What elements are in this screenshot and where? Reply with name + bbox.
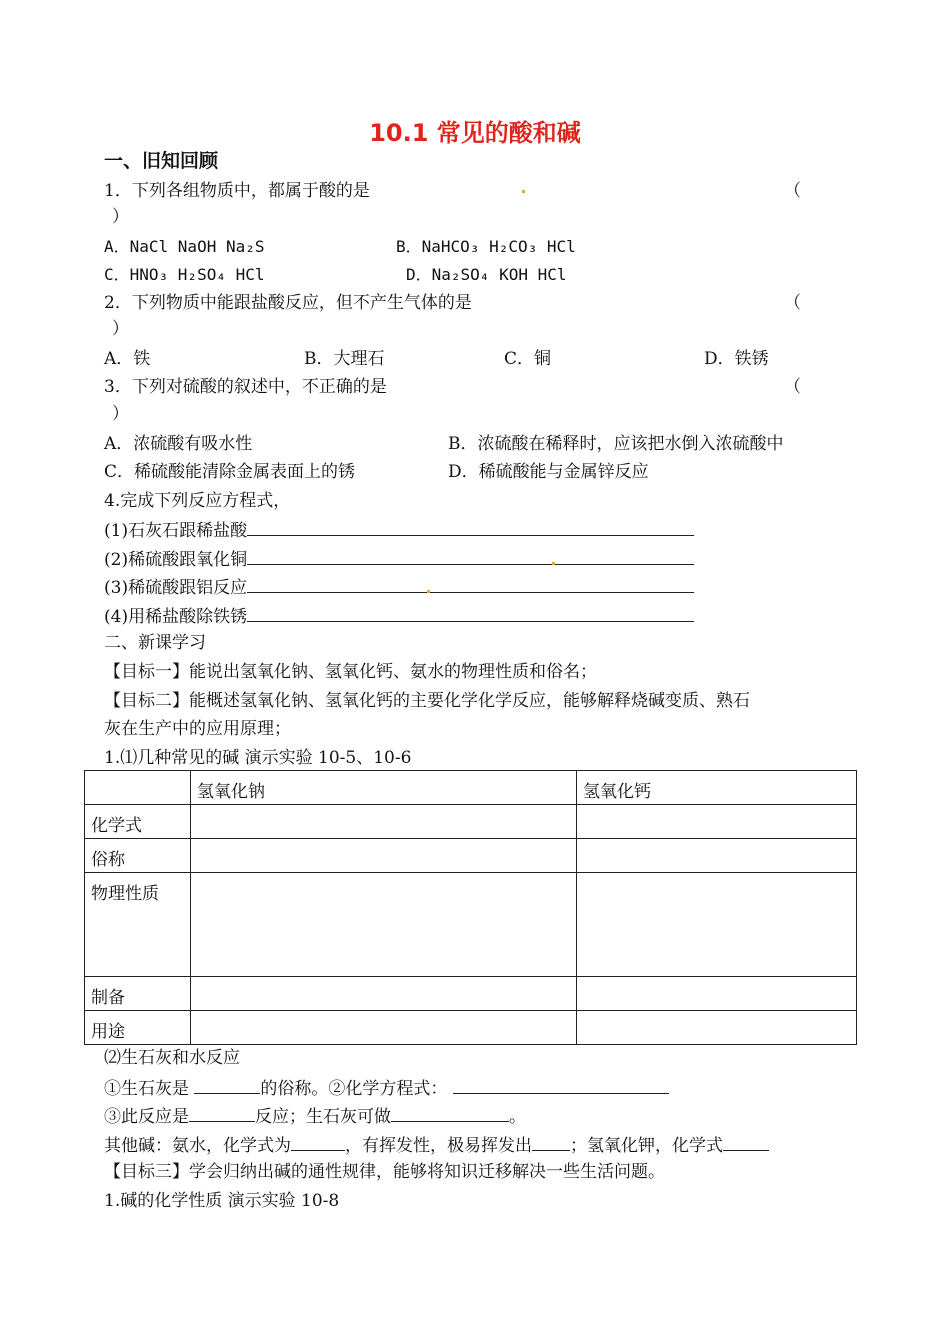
- table-row: [85, 977, 857, 1011]
- answer-blank[interactable]: [194, 1076, 260, 1094]
- equation-item: [104, 604, 694, 628]
- fill-text: 的俗称。②化学方程式：: [260, 1079, 448, 1099]
- table-cell[interactable]: [577, 873, 857, 977]
- subsection-common-bases: 1.⑴几种常见的碱 演示实验 10-5、10-6: [104, 748, 412, 768]
- answer-blank[interactable]: [247, 575, 694, 593]
- fill-text: 其他碱：氨水，化学式为: [104, 1136, 291, 1156]
- goal-2-line-2: 灰在生产中的应用原理；: [104, 719, 291, 739]
- stray-mark: [427, 590, 430, 593]
- question-1-option-b: B．NaHCO₃ H₂CO₃ HCl: [396, 237, 576, 256]
- table-row: [85, 839, 857, 873]
- equation-item-label: (4)用稀盐酸除铁锈: [104, 607, 248, 627]
- table-cell[interactable]: [577, 1011, 857, 1045]
- fill-text: 反应；生石灰可做: [255, 1107, 391, 1127]
- answer-paren-close: ）: [112, 207, 129, 227]
- question-1-option-c: C．HNO₃ H₂SO₄ HCl: [104, 265, 265, 284]
- table-cell[interactable]: [577, 805, 857, 839]
- answer-blank[interactable]: [291, 1133, 345, 1151]
- answer-blank[interactable]: [247, 518, 694, 536]
- table-header-cell: 氢氧化钙: [577, 771, 857, 805]
- question-2-option-d: D．铁锈: [704, 349, 769, 369]
- question-1-text: 1．下列各组物质中，都属于酸的是: [104, 181, 370, 201]
- answer-blank[interactable]: [723, 1133, 769, 1151]
- fill-text: ③此反应是: [104, 1107, 189, 1127]
- answer-paren-open: （: [784, 293, 801, 313]
- answer-blank[interactable]: [532, 1133, 570, 1151]
- table-cell[interactable]: [191, 805, 577, 839]
- table-cell[interactable]: [577, 977, 857, 1011]
- question-3-option-b: B．浓硫酸在稀释时，应该把水倒入浓硫酸中: [448, 434, 784, 454]
- table-row-label: 用途: [85, 1011, 191, 1045]
- bases-table: [84, 770, 857, 1045]
- equation-item-label: (2)稀硫酸跟氧化铜: [104, 550, 248, 570]
- answer-paren-open: （: [784, 377, 801, 397]
- answer-blank[interactable]: [453, 1076, 669, 1094]
- equation-item-label: (3)稀硫酸跟铝反应: [104, 578, 248, 598]
- table-row-label: 制备: [85, 977, 191, 1011]
- question-2-option-a: A．铁: [104, 349, 151, 369]
- equation-item: [104, 518, 694, 542]
- fill-text: ，有挥发性，极易挥发出: [345, 1136, 532, 1156]
- fill-line-other-bases: [104, 1133, 769, 1157]
- subsection-chemical-properties: 1.碱的化学性质 演示实验 10-8: [104, 1191, 340, 1211]
- table-cell[interactable]: [191, 839, 577, 873]
- table-cell[interactable]: [577, 839, 857, 873]
- page-title: 10.1 常见的酸和碱: [369, 119, 581, 147]
- fill-text: ；氢氧化钾，化学式: [570, 1136, 723, 1156]
- table-header-cell: [85, 771, 191, 805]
- answer-paren-open: （: [784, 181, 801, 201]
- table-row: [85, 1011, 857, 1045]
- subsection-quicklime: ⑵生石灰和水反应: [104, 1048, 240, 1068]
- question-2-text: 2．下列物质中能跟盐酸反应，但不产生气体的是: [104, 293, 472, 313]
- answer-blank[interactable]: [247, 547, 694, 565]
- table-header-row: [85, 771, 857, 805]
- table-header-cell: 氢氧化钠: [191, 771, 577, 805]
- question-1-option-a: A．NaCl NaOH Na₂S: [104, 237, 265, 256]
- goal-2-line-1: 【目标二】能概述氢氧化钠、氢氧化钙的主要化学化学反应，能够解释烧碱变质、熟石: [104, 691, 750, 711]
- table-row-label: 化学式: [85, 805, 191, 839]
- stray-mark: [522, 190, 525, 193]
- goal-3: 【目标三】学会归纳出碱的通性规律，能够将知识迁移解决一些生活问题。: [104, 1162, 665, 1182]
- answer-blank[interactable]: [189, 1104, 255, 1122]
- answer-blank[interactable]: [391, 1104, 509, 1122]
- fill-text: ①生石灰是: [104, 1079, 189, 1099]
- table-cell[interactable]: [191, 1011, 577, 1045]
- answer-blank[interactable]: [247, 604, 694, 622]
- section-heading-new-lesson: 二、新课学习: [104, 633, 206, 653]
- question-3-option-d: D．稀硫酸能与金属锌反应: [448, 462, 649, 482]
- table-row-label: 俗称: [85, 839, 191, 873]
- goal-1: 【目标一】能说出氢氧化钠、氢氧化钙、氨水的物理性质和俗名；: [104, 662, 597, 682]
- table-cell[interactable]: [191, 873, 577, 977]
- question-2-option-c: C．铜: [504, 349, 552, 369]
- answer-paren-close: ）: [112, 319, 129, 339]
- fill-line-quicklime: [104, 1076, 669, 1100]
- question-2-option-b: B．大理石: [304, 349, 385, 369]
- table-cell[interactable]: [191, 977, 577, 1011]
- fill-line-reaction: [104, 1104, 526, 1128]
- question-1-option-d: D．Na₂SO₄ KOH HCl: [406, 265, 567, 284]
- equation-item: [104, 575, 694, 599]
- question-4-text: 4.完成下列反应方程式，: [104, 491, 291, 511]
- section-heading-review: 一、旧知回顾: [104, 150, 219, 172]
- table-row-label: 物理性质: [85, 873, 191, 977]
- question-3-option-a: A．浓硫酸有吸水性: [104, 434, 253, 454]
- equation-item: [104, 547, 694, 571]
- table-row: [85, 805, 857, 839]
- equation-item-label: (1)石灰石跟稀盐酸: [104, 521, 248, 541]
- fill-text: 。: [509, 1107, 526, 1127]
- stray-mark: [552, 562, 555, 565]
- question-3-option-c: C．稀硫酸能清除金属表面上的锈: [104, 462, 356, 482]
- answer-paren-close: ）: [112, 404, 129, 424]
- question-3-text: 3．下列对硫酸的叙述中，不正确的是: [104, 377, 387, 397]
- table-row: [85, 873, 857, 977]
